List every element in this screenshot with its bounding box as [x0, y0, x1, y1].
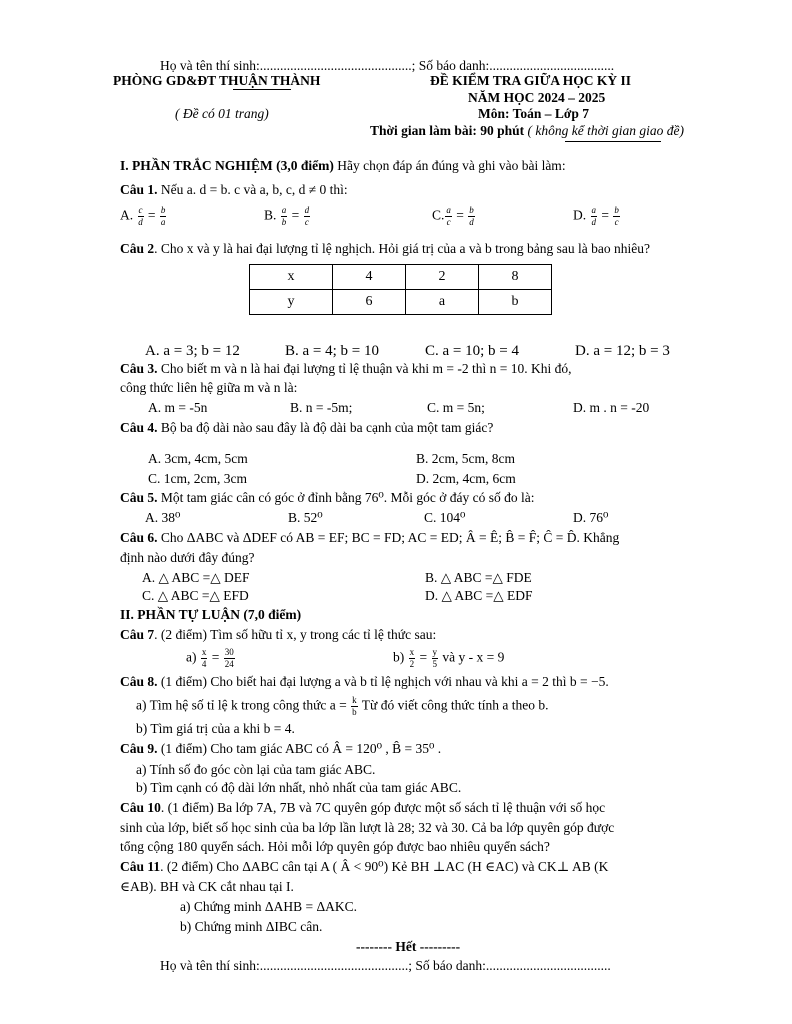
fraction: $\frac{k}{b}$: [352, 695, 357, 717]
exam-title: ĐỀ KIỂM TRA GIỮA HỌC KỲ II: [430, 73, 632, 88]
q6-option-a: A. △ ABC =△ DEF: [142, 570, 250, 585]
q5-option-b: B. 52⁰: [288, 510, 323, 525]
q11-part-b: b) Chứng minh ΔIBC cân.: [180, 919, 323, 934]
q9-part-a: a) Tính số đo góc còn lại của tam giác ABC.: [136, 762, 376, 777]
q3-label: Câu 3.: [120, 361, 158, 376]
q11-stem-2: ∈AB). BH và CK cắt nhau tại I.: [120, 879, 294, 894]
q6-stem-2: định nào dưới đây đúng?: [120, 550, 255, 565]
q9-part-b: b) Tìm cạnh có độ dài lớn nhất, nhỏ nhất của tam giác ABC.: [136, 780, 462, 795]
fraction: $\frac{b}{c}$: [614, 205, 619, 227]
q7-text: . (2 điểm) Tìm số hữu tỉ x, y trong các tỉ lệ thức sau:: [154, 627, 437, 642]
school-year: NĂM HỌC 2024 – 2025: [468, 90, 606, 105]
q1-text: Nếu a. d = b. c và a, b, c, d ≠ 0 thì:: [157, 182, 348, 197]
q4-option-d: D. 2cm, 4cm, 6cm: [416, 471, 516, 486]
q4-stem: [120, 420, 493, 436]
end-marker: -------- Hết ---------: [356, 939, 461, 954]
option-label: D.: [573, 207, 587, 223]
q6-option-b: B. △ ABC =△ FDE: [425, 570, 532, 585]
q2-option-b: B. a = 4; b = 10: [285, 343, 379, 359]
q2-option-c: C. a = 10; b = 4: [425, 343, 519, 359]
q2-text: . Cho x và y là hai đại lượng tỉ lệ nghịch. Hỏi giá trị của a và b trong bảng sau là bao nhiêu?: [154, 241, 650, 256]
table-row: [250, 290, 552, 315]
table-cell: 6: [333, 290, 406, 315]
q10-text: . (1 điểm) Ba lớp 7A, 7B và 7C quyên góp được một số sách tỉ lệ thuận với số học: [160, 800, 606, 815]
q9-stem: [120, 741, 441, 757]
fraction: $\frac{b}{d}$: [469, 205, 474, 227]
q6-text: Cho ΔABC và ΔDEF có AB = EF; BC = FD; AC = ED; Â = Ê; B̂ = F̂; Ĉ = D̂. Khẳng: [157, 530, 620, 545]
fraction: $\frac{c}{d}$: [138, 205, 143, 227]
q11-part-a: a) Chứng minh ΔAHB = ΔAKC.: [180, 899, 358, 914]
table-cell: a: [406, 290, 479, 315]
q4-text: Bộ ba độ dài nào sau đây là độ dài ba cạnh của một tam giác?: [157, 420, 494, 435]
q7-part-a: a) $\frac{x}{4}$ = $\frac{30}{24}$: [186, 647, 234, 669]
q5-text: Một tam giác cân có góc ở đỉnh bằng 76⁰. Mỗi góc ở đáy có số đo là:: [157, 490, 535, 505]
q2-option-a: A. a = 3; b = 12: [145, 343, 240, 359]
q4-label: Câu 4.: [120, 420, 158, 435]
q2-table: [249, 264, 552, 315]
q6-stem: [120, 530, 619, 546]
q1-option-d: D. $\frac{a}{d}$ = $\frac{b}{c}$: [573, 205, 619, 227]
option-label: B.: [264, 207, 277, 223]
q1-option-c: C. $\frac{a}{c}$ = $\frac{b}{d}$: [432, 205, 474, 227]
table-cell: y: [250, 290, 333, 315]
fraction: $\frac{a}{d}$: [591, 205, 596, 227]
department-name: PHÒNG GD&ĐT THUẬN THÀNH: [113, 73, 321, 88]
q3-option-b: B. n = -5m;: [290, 400, 353, 415]
section1-instruction: Hãy chọn đáp án đúng và ghi vào bài làm:: [333, 158, 566, 173]
table-row: [250, 265, 552, 290]
q3-option-d: D. m . n = -20: [573, 400, 650, 415]
q4-option-c: C. 1cm, 2cm, 3cm: [148, 471, 247, 486]
header-underline-left: [233, 89, 291, 90]
q3-text: Cho biết m và n là hai đại lượng tỉ lệ thuận và khi m = -2 thì n = 10. Khi đó,: [157, 361, 572, 376]
option-label: C.: [432, 207, 445, 223]
time-line: [370, 123, 684, 139]
q5-option-a: A. 38⁰: [145, 510, 181, 525]
q11-label: Câu 11: [120, 859, 161, 874]
q1-option-b: B. $\frac{a}{b}$ = $\frac{d}{c}$: [264, 205, 310, 227]
q11-text: . (2 điểm) Cho ΔABC cân tại A ( Â < 90⁰) Kẻ BH ⊥AC (H ∈AC) và CK⊥ AB (K: [160, 859, 609, 874]
fraction: $\frac{x}{2}$: [409, 647, 415, 669]
q8-stem: [120, 674, 609, 690]
q7-part-b: b) $\frac{x}{2}$ = $\frac{y}{5}$ và y - x = 9: [393, 647, 505, 669]
q11-stem: [120, 859, 608, 875]
q10-label: Câu 10: [120, 800, 161, 815]
q3-option-a: A. m = -5n: [148, 400, 208, 415]
q5-option-c: C. 104⁰: [424, 510, 466, 525]
page-note: ( Đề có 01 trang): [175, 106, 269, 121]
q8-label: Câu 8.: [120, 674, 158, 689]
fraction: $\frac{d}{c}$: [304, 205, 310, 227]
option-label: A.: [120, 207, 134, 223]
fraction: $\frac{b}{a}$: [160, 205, 166, 227]
fraction: $\frac{y}{5}$: [432, 647, 437, 669]
q3-option-c: C. m = 5n;: [427, 400, 485, 415]
q5-option-d: D. 76⁰: [573, 510, 609, 525]
q2-label: Câu 2: [120, 241, 155, 256]
q2-option-d: D. a = 12; b = 3: [575, 343, 670, 359]
q8-part-b: b) Tìm giá trị của a khi b = 4.: [136, 721, 295, 736]
candidate-info-bottom: Họ và tên thí sinh:............................................; Số báo danh:.....................................: [160, 958, 611, 973]
q7-stem: [120, 627, 436, 643]
header-underline-right: [565, 141, 661, 142]
q9-label: Câu 9.: [120, 741, 158, 756]
q5-stem: [120, 490, 535, 506]
table-cell: b: [479, 290, 552, 315]
time-note: ( không kể thời gian giao đề): [527, 123, 684, 138]
table-cell: 8: [479, 265, 552, 290]
q5-label: Câu 5.: [120, 490, 158, 505]
q4-option-b: B. 2cm, 5cm, 8cm: [416, 451, 515, 466]
q10-stem: [120, 800, 605, 816]
table-cell: 2: [406, 265, 479, 290]
table-cell: x: [250, 265, 333, 290]
q2-stem: [120, 241, 650, 257]
fraction: $\frac{30}{24}$: [224, 647, 234, 669]
q8-part-a: a) Tìm hệ số tỉ lệ k trong công thức a = $\frac{k}{b}$ Từ đó viết công thức tính a theo b.: [136, 695, 549, 717]
time-bold: Thời gian làm bài: 90 phút: [370, 123, 525, 138]
q6-label: Câu 6.: [120, 530, 158, 545]
q3-stem-2: công thức liên hệ giữa m và n là:: [120, 380, 298, 395]
q6-option-c: C. △ ABC =△ EFD: [142, 588, 249, 603]
q3-stem: [120, 361, 572, 377]
candidate-info-top: Họ và tên thí sinh:.............................................; Số báo danh:.....................................: [160, 58, 615, 73]
q1-stem: [120, 182, 348, 198]
q8-text: (1 điểm) Cho biết hai đại lượng a và b tỉ lệ nghịch với nhau và khi a = 2 thì b = −5.: [157, 674, 609, 689]
q6-option-d: D. △ ABC =△ EDF: [425, 588, 533, 603]
q1-option-a: A. $\frac{c}{d}$ = $\frac{b}{a}$: [120, 205, 166, 227]
fraction: $\frac{a}{b}$: [281, 205, 287, 227]
subject: Môn: Toán – Lớp 7: [478, 106, 590, 121]
q9-text: (1 điểm) Cho tam giác ABC có Â = 120⁰ , B̂ = 35⁰ .: [157, 741, 442, 756]
fraction: $\frac{a}{c}$: [446, 205, 451, 227]
section1-heading: [120, 158, 566, 174]
q7-label: Câu 7: [120, 627, 155, 642]
q1-label: Câu 1.: [120, 182, 158, 197]
fraction: $\frac{x}{4}$: [201, 647, 207, 669]
table-cell: 4: [333, 265, 406, 290]
q10-stem-2: sinh của lớp, biết số học sinh của ba lớp lần lượt là 28; 32 và 30. Cả ba lớp quyên góp được: [120, 820, 615, 835]
q10-stem-3: tổng cộng 180 quyển sách. Hỏi mỗi lớp quyên góp được bao nhiêu quyển sách?: [120, 839, 550, 854]
section1-title: I. PHẦN TRẮC NGHIỆM (3,0 điểm): [120, 158, 334, 173]
section2-title: II. PHẦN TỰ LUẬN (7,0 điểm): [120, 607, 302, 622]
q4-option-a: A. 3cm, 4cm, 5cm: [148, 451, 248, 466]
